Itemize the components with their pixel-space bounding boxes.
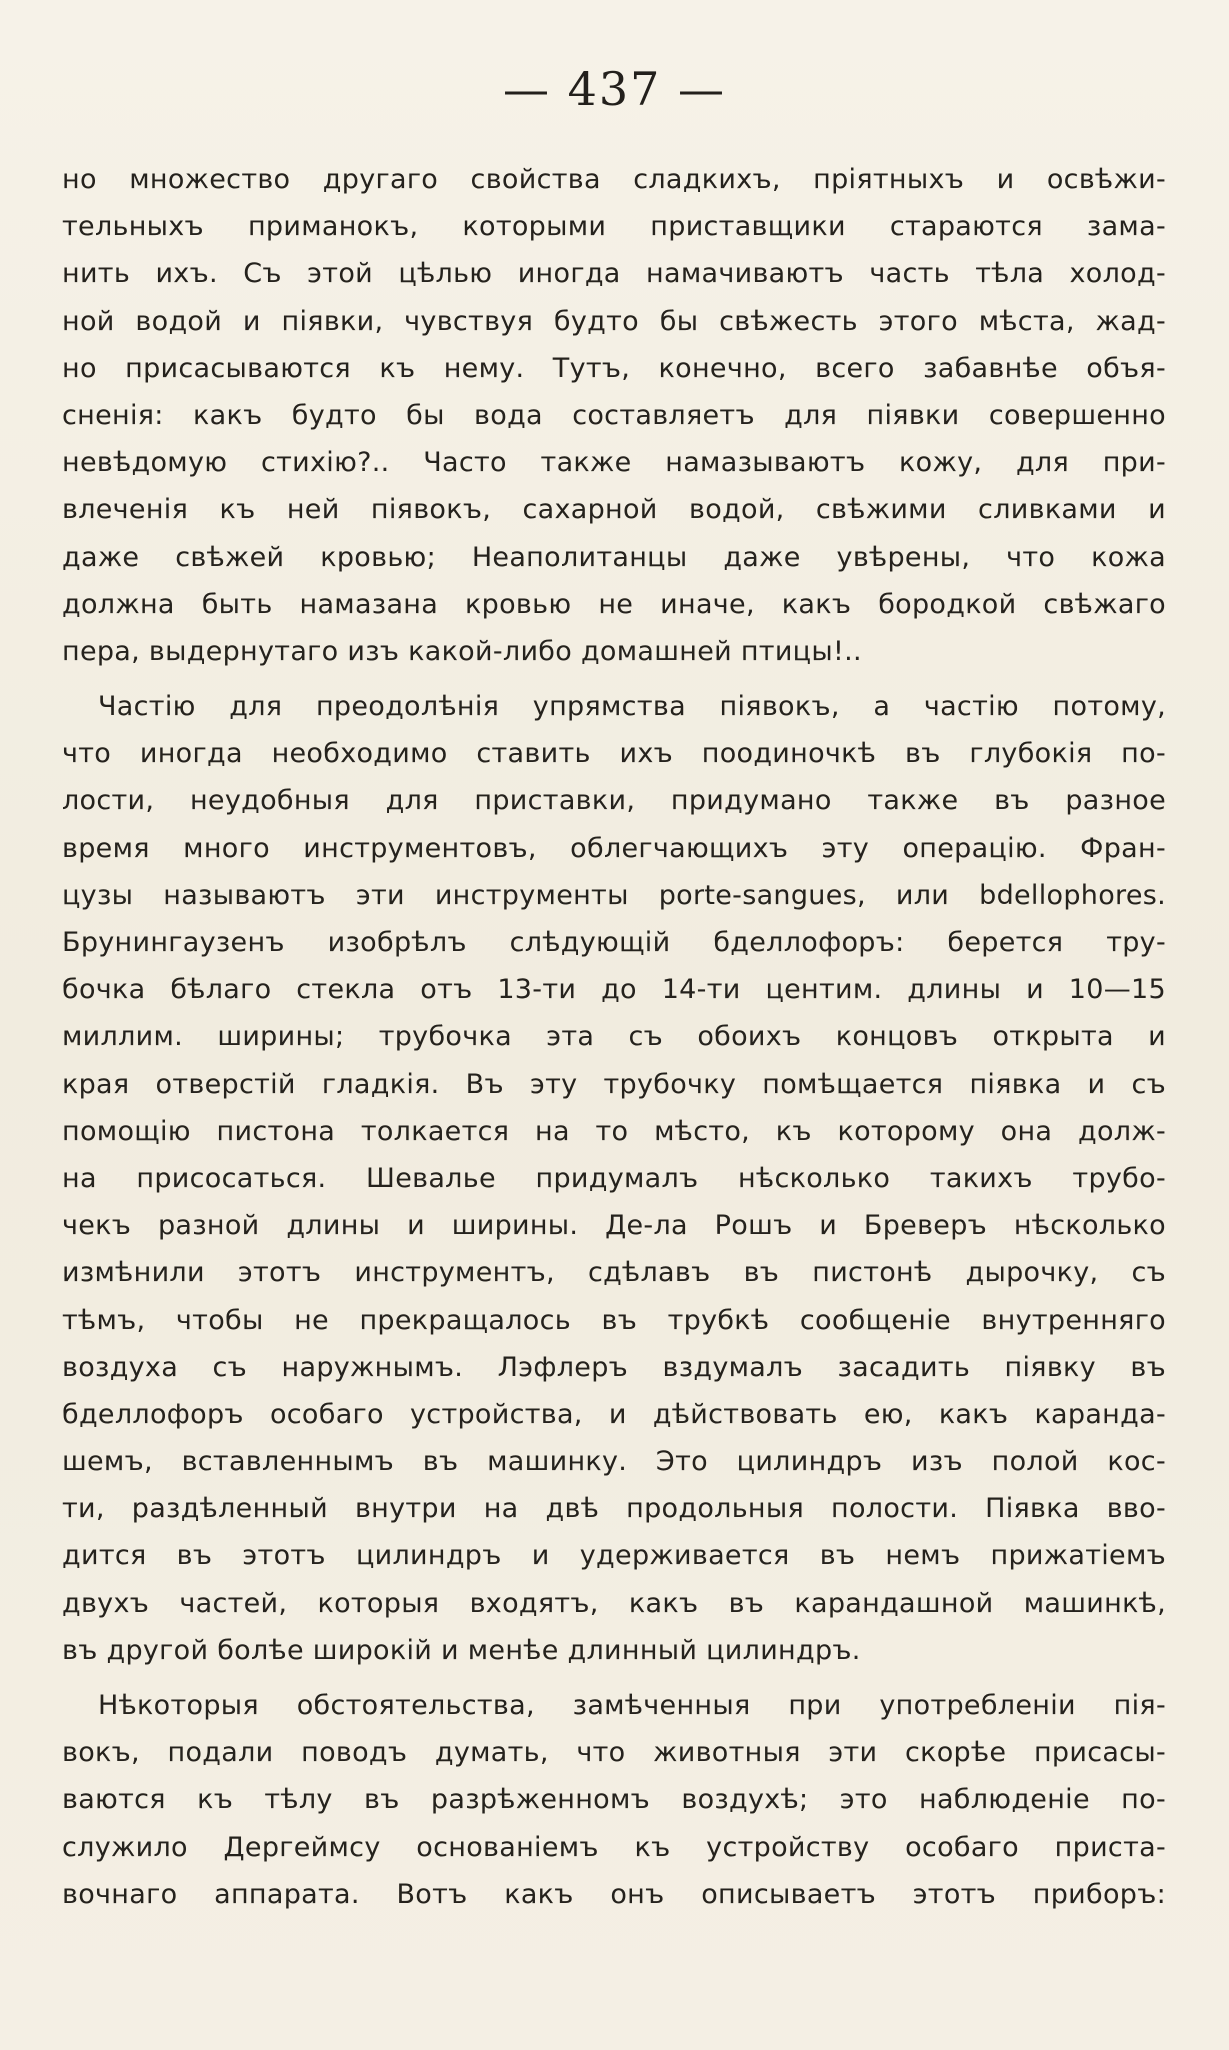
paragraph	[62, 683, 1166, 1674]
text-line: служило Дергеймсу основанiемъ къ устройству особаго приста-	[62, 1831, 1166, 1863]
text-line: но множество другаго свойства сладкихъ, прiятныхъ и освѣжи-	[62, 164, 1166, 195]
text-line: даже свѣжей кровью; Неаполитанцы даже увѣрены, что кожа	[62, 541, 1166, 573]
text-line: невѣдомую стихiю?.. Часто также намазываютъ кожу, для при-	[62, 447, 1166, 479]
text-line: вочнаго аппарата. Вотъ какъ онъ описываетъ этотъ приборъ:	[62, 1878, 1166, 1910]
text-line: миллим. ширины; трубочка эта съ обоихъ концовъ открыта и	[62, 1021, 1166, 1053]
text-line: нить ихъ. Съ этой цѣлью иногда намачиваютъ часть тѣла холод-	[62, 258, 1166, 290]
text-line: бделлофоръ особаго устройства, и дѣйствовать ею, какъ каранда-	[62, 1398, 1166, 1430]
text-line: влеченiя къ ней пiявокъ, сахарной водой, свѣжими сливками и	[62, 494, 1166, 526]
text-line: дится въ этотъ цилиндръ и удерживается въ немъ прижатiемъ	[62, 1540, 1166, 1572]
paragraph	[62, 1682, 1166, 1918]
text-line: Брунингаузенъ изобрѣлъ слѣдующiй бделлофоръ: берется тру-	[62, 927, 1166, 958]
text-line: тѣмъ, чтобы не прекращалось въ трубкѣ сообщенiе внутренняго	[62, 1304, 1166, 1336]
text-line: чекъ разной длины и ширины. Де-ла Рошъ и Бреверъ нѣсколько	[62, 1210, 1166, 1242]
text-line: должна быть намазана кровью не иначе, какъ бородкой свѣжаго	[62, 588, 1166, 620]
text-line: но присасываются къ нему. Тутъ, конечно, всего забавнѣе объя-	[62, 352, 1166, 384]
text-line: вокъ, подали поводъ думать, что животныя эти скорѣе присасы-	[62, 1737, 1166, 1769]
text-line: бочка бѣлаго стекла отъ 13-ти до 14-ти центим. длины и 10—15	[62, 974, 1166, 1006]
text-line: пера, выдернутаго изъ какой-либо домашней птицы!..	[62, 635, 862, 667]
text-line: ти, раздѣленный внутри на двѣ продольныя полости. Пiявка вво-	[62, 1493, 1166, 1525]
text-line: Частiю для преодолѣнiя упрямства пiявокъ, а частiю потому,	[98, 691, 1166, 723]
page-number: — 437 —	[502, 62, 727, 116]
text-line: помощiю пистона толкается на то мѣсто, къ которому она долж-	[62, 1115, 1166, 1147]
paragraph	[62, 156, 1166, 675]
text-line: на присосаться. Шевалье придумалъ нѣсколько такихъ трубо-	[62, 1162, 1166, 1194]
text-line: лости, неудобныя для приставки, придумано также въ разное	[62, 785, 1166, 817]
body-text	[62, 156, 1166, 1918]
text-line: ной водой и пiявки, чувствуя будто бы свѣжесть этого мѣста, жад-	[62, 305, 1166, 337]
text-line: сненiя: какъ будто бы вода составляетъ для пiявки совершенно	[62, 399, 1166, 431]
paragraph-gap	[62, 675, 1166, 683]
text-line: въ другой болѣе широкiй и менѣе длинный цилиндръ.	[62, 1634, 861, 1666]
text-line: цузы называютъ эти инструменты porte-sangues, или bdellophores.	[62, 879, 1166, 911]
text-line: время много инструментовъ, облегчающихъ эту операцiю. Фран-	[62, 832, 1166, 864]
text-line: воздуха съ наружнымъ. Лэфлеръ вздумалъ засадить пiявку въ	[62, 1351, 1166, 1383]
text-line: измѣнили этотъ инструментъ, сдѣлавъ въ пистонѣ дырочку, съ	[62, 1257, 1166, 1289]
text-line: Нѣкоторыя обстоятельства, замѣченныя при употребленiи пiя-	[98, 1690, 1166, 1721]
text-line: тельныхъ приманокъ, которыми приставщики стараются зама-	[62, 211, 1166, 243]
text-line: двухъ частей, которыя входятъ, какъ въ карандашной машинкѣ,	[62, 1587, 1166, 1619]
text-line: ваются къ тѣлу въ разрѣженномъ воздухѣ; это наблюденiе по-	[62, 1784, 1166, 1816]
text-line: шемъ, вставленнымъ въ машинку. Это цилиндръ изъ полой кос-	[62, 1446, 1166, 1478]
text-line: края отверстiй гладкiя. Въ эту трубочку помѣщается пiявка и съ	[62, 1068, 1166, 1100]
paragraph-gap	[62, 1674, 1166, 1682]
text-line: что иногда необходимо ставить ихъ поодиночкѣ въ глубокiя по-	[62, 738, 1166, 770]
